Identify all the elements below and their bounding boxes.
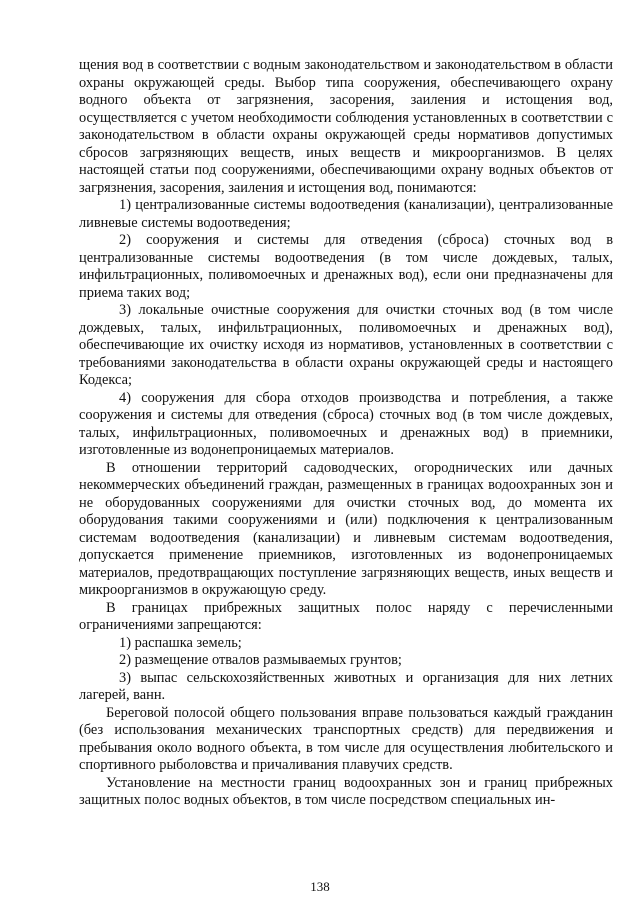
body-text [79, 57, 613, 810]
page-number: 138 [310, 879, 330, 894]
list-item-4: 4) сооружения для сбора отходов производства и потребления, а также сооружения и системы для отведения (сброса) сточных вод (в том числе дождевых, талых, инфильтрационных, поливомоечных и дренажных вод) в приемники, изготовленные из водонепроницаемых материалов. [79, 389, 613, 458]
prohibition-item-2: 2) размещение отвалов размываемых грунтов; [119, 652, 402, 668]
paragraph-2: В отношении территорий садоводческих, огороднических или дачных некоммерческих объединений граждан, размещенных в границах водоохранных зон и не оборудованных сооружениями для очистки сточных вод, до момента их оборудования такими сооружениями и (или) подключения к централизованным системам водоотведения (канализации) и ливневым системам водоотведения, допускается применение приемников, изготовленных из водонепроницаемых материалов, предотвращающих поступление загрязняющих веществ, иных веществ и микроорганизмов в окружающую среду. [79, 459, 613, 598]
paragraph-3: В границах прибрежных защитных полос наряду с перечисленными ограничениями запрещаются: [79, 599, 613, 633]
paragraph-5: Установление на местности границ водоохранных зон и границ прибрежных защитных полос водных объектов, в том числе посредством специальных ин- [79, 774, 613, 808]
list-item-1: 1) централизованные системы водоотведения (канализации), централизованные ливневые системы водоотведения; [79, 197, 613, 231]
prohibition-item-3: 3) выпас сельскохозяйственных животных и организация для них летних лагерей, ванн. [79, 669, 613, 703]
list-item-3: 3) локальные очистные сооружения для очистки сточных вод (в том числе дождевых, талых, инфильтрационных, поливомоечных и дренажных вод), обеспечивающие их очистку исходя из нормативов, установленных в соответствии с требованиями законодательства в области охраны окружающей среды и настоящего Кодекса; [79, 302, 613, 388]
prohibition-item-1: 1) распашка земель; [119, 634, 242, 651]
paragraph-1: щения вод в соответствии с водным законодательством и законодательством в области охраны окружающей среды. Выбор типа сооружения, обеспечивающего охрану водного объекта от загрязнения, засорения, заиления и истощения вод, осуществляется с учетом необходимости соблюдения установленных в соответствии с законодательством в области охраны окружающей среды нормативов допустимых сбросов загрязняющих веществ, иных веществ и микроорганизмов. В целях настоящей статьи под сооружениями, обеспечивающими охрану водных объектов от загрязнения, засорения, заиления и истощения вод, понимаются: [79, 57, 613, 196]
paragraph-4: Береговой полосой общего пользования вправе пользоваться каждый гражданин (без использования механических транспортных средств) для передвижения и пребывания около водного объекта, в том числе для осуществления любительского и спортивного рыболовства и причаливания плавучих средств. [79, 704, 613, 773]
list-item-2: 2) сооружения и системы для отведения (сброса) сточных вод в централизованные системы водоотведения (в том числе дождевых, талых, инфильтрационных, поливомоечных и дренажных вод), если они предназначены для приема таких вод; [79, 232, 613, 301]
